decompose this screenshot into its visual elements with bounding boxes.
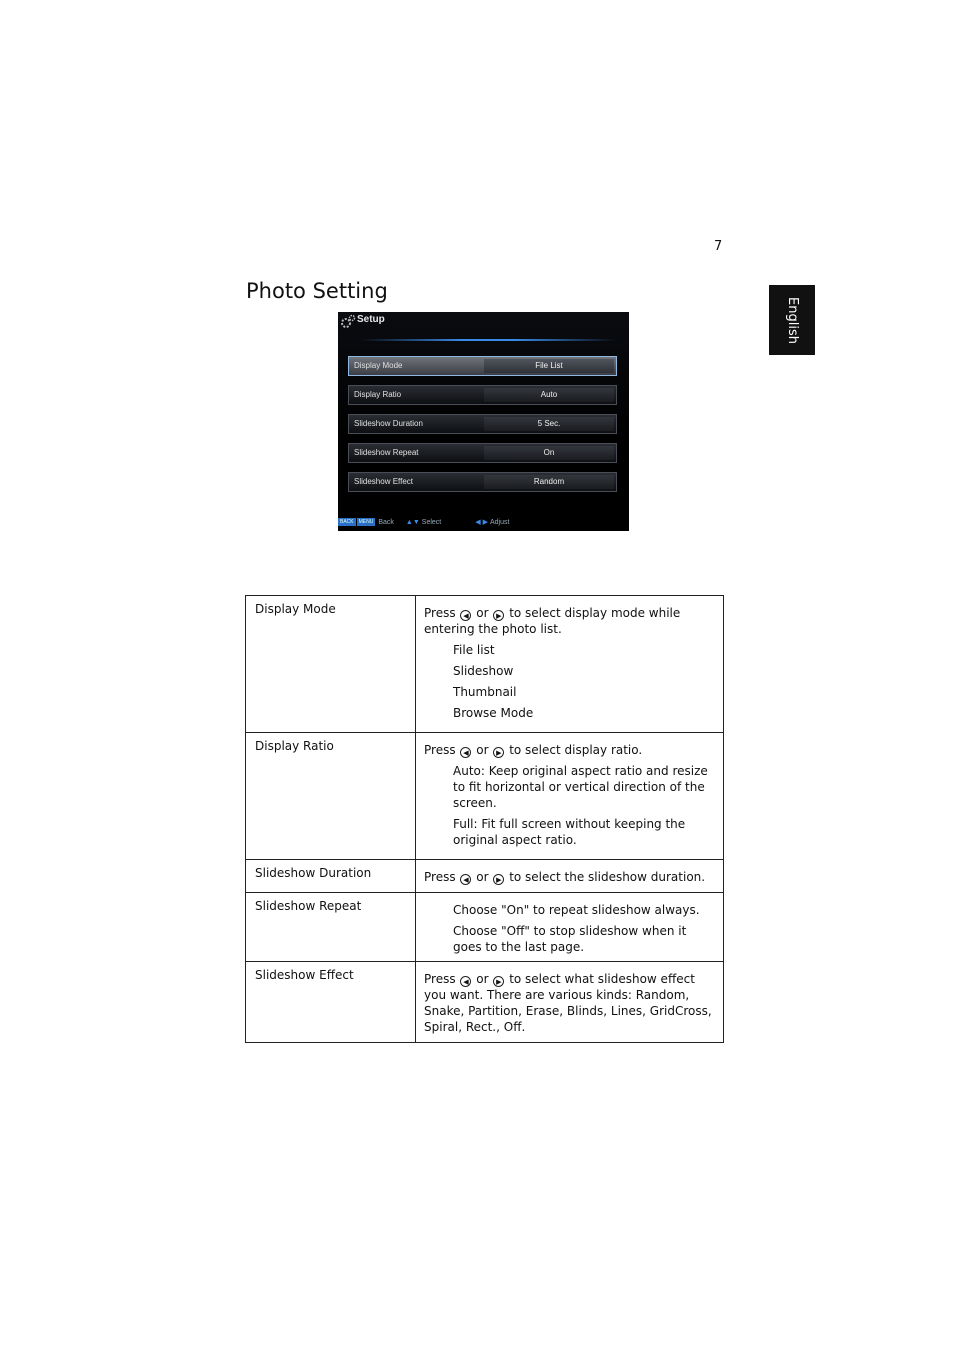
left-arrow-icon: ◀ xyxy=(460,976,471,987)
table-row xyxy=(246,860,724,893)
setup-row-label: Display Ratio xyxy=(354,390,402,399)
instruction-text: to select what slideshow effect you want. There are various kinds: Random, Snake, Partition, Erase, Blinds, Lines, GridCross, Spiral, Rect., Off. xyxy=(424,972,712,1034)
setting-description xyxy=(416,596,724,733)
page-title: Photo Setting xyxy=(246,279,388,303)
right-arrow-icon: ▶ xyxy=(493,610,504,621)
instruction-text: to select display mode while entering the photo list. xyxy=(424,606,681,636)
up-down-arrow-icon: ▲▼ xyxy=(405,518,420,526)
setup-row-display-ratio[interactable] xyxy=(348,385,617,405)
setup-screenshot xyxy=(338,312,629,531)
option-item: Thumbnail xyxy=(453,685,517,699)
press-text: Press xyxy=(424,606,456,620)
left-arrow-icon: ◀ xyxy=(460,610,471,621)
press-instruction xyxy=(424,971,715,1035)
press-instruction xyxy=(424,869,715,885)
setting-name: Display Ratio xyxy=(246,733,416,860)
setting-name: Slideshow Effect xyxy=(246,962,416,1043)
press-instruction xyxy=(424,605,715,637)
language-tab xyxy=(769,285,815,355)
adjust-hint: Adjust xyxy=(489,518,510,526)
setup-row-value: 5 Sec. xyxy=(484,417,614,431)
setting-name: Slideshow Duration xyxy=(246,860,416,893)
press-instruction xyxy=(424,742,715,758)
table-row xyxy=(246,596,724,733)
setup-row-slideshow-repeat[interactable] xyxy=(348,443,617,463)
gear-icon xyxy=(340,314,356,330)
option-item: Browse Mode xyxy=(453,706,534,720)
table-row xyxy=(246,893,724,962)
or-text: or xyxy=(476,870,489,884)
left-arrow-icon: ◀ xyxy=(460,747,471,758)
right-arrow-icon: ▶ xyxy=(493,976,504,987)
setup-row-display-mode[interactable] xyxy=(348,356,617,376)
settings-table xyxy=(245,595,724,1043)
setup-row-slideshow-duration[interactable] xyxy=(348,414,617,434)
right-arrow-icon: ▶ xyxy=(493,874,504,885)
page-number: 7 xyxy=(714,239,723,254)
option-item: Choose "On" to repeat slideshow always. xyxy=(453,903,700,917)
back-key-chip: BACK xyxy=(340,519,354,525)
setup-row-label: Slideshow Repeat xyxy=(354,448,419,457)
option-item: Full: Fit full screen without keeping the original aspect ratio. xyxy=(453,817,686,847)
language-tab-label: English xyxy=(784,296,800,344)
setting-name: Slideshow Repeat xyxy=(246,893,416,962)
or-text: or xyxy=(476,606,489,620)
setup-title: Setup xyxy=(357,314,385,325)
setup-row-label: Display Mode xyxy=(354,361,403,370)
or-text: or xyxy=(476,743,489,757)
setup-row-value: Random xyxy=(484,475,614,489)
setting-description xyxy=(416,962,724,1043)
left-arrow-icon: ◀ xyxy=(460,874,471,885)
back-hint: Back xyxy=(378,518,394,526)
option-item: File list xyxy=(453,643,495,657)
option-item: Slideshow xyxy=(453,664,514,678)
setup-row-label: Slideshow Duration xyxy=(354,419,423,428)
instruction-text: to select display ratio. xyxy=(509,743,643,757)
press-text: Press xyxy=(424,743,456,757)
setting-description xyxy=(416,733,724,860)
menu-key-chip: MENU xyxy=(358,519,374,525)
instruction-text: to select the slideshow duration. xyxy=(509,870,706,884)
setting-description xyxy=(416,893,724,962)
left-right-arrow-icon: ◀ ▶ xyxy=(475,519,488,526)
or-text: or xyxy=(476,972,489,986)
setup-row-slideshow-effect[interactable] xyxy=(348,472,617,492)
option-item: Auto: Keep original aspect ratio and resize to fit horizontal or vertical direction of the screen. xyxy=(453,764,708,810)
header-divider xyxy=(360,339,617,341)
press-text: Press xyxy=(424,870,456,884)
setup-row-value: Auto xyxy=(484,388,614,402)
table-row xyxy=(246,733,724,860)
setup-row-label: Slideshow Effect xyxy=(354,477,413,486)
select-hint: Select xyxy=(421,518,442,526)
press-text: Press xyxy=(424,972,456,986)
setup-row-value: File List xyxy=(484,359,614,373)
setting-description xyxy=(416,860,724,893)
setting-name: Display Mode xyxy=(246,596,416,733)
setup-row-value: On xyxy=(484,446,614,460)
right-arrow-icon: ▶ xyxy=(493,747,504,758)
table-row xyxy=(246,962,724,1043)
setup-footer xyxy=(338,517,629,527)
option-item: Choose "Off" to stop slideshow when it goes to the last page. xyxy=(453,924,687,954)
